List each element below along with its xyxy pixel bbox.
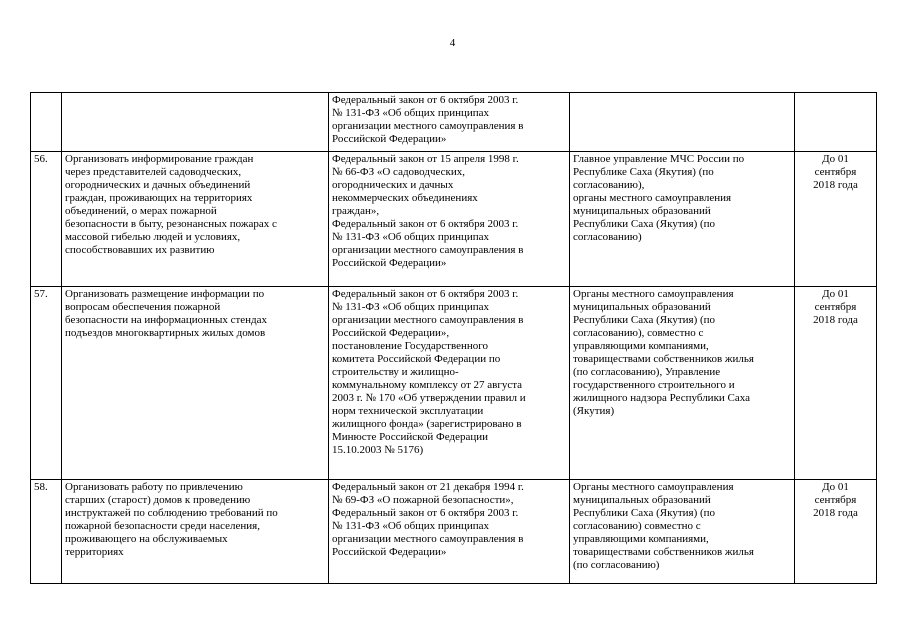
row-number — [31, 152, 62, 287]
executors-text: Органы местного самоуправления муниципальных образований Республики Саха (Якутия) (по согласованию) совместно с управляющими компаниями, товариществами собственников жилья (по согласованию) — [573, 481, 754, 571]
legal-basis-text: Федеральный закон от 15 апреля 1998 г. № 66-ФЗ «О садоводческих, огороднических и дачных некоммерческих объединениях граждан», Федеральный закон от 6 октября 2003 г. № 131-ФЗ «Об общих принципах организации местного самоуправления в Российской Федерации» — [332, 153, 524, 269]
row-number-text: 56. — [34, 153, 48, 165]
deadline-cell — [795, 152, 877, 287]
legal-basis-cell — [329, 287, 570, 480]
action-text: Организовать работу по привлечению старших (старост) домов к проведению инструктажей по соблюдению требований по пожарной безопасности среди населения, проживающего на обслуживаемых территориях — [65, 481, 278, 558]
executors-cell — [570, 287, 795, 480]
table-row — [31, 480, 877, 584]
row-number — [31, 93, 62, 152]
executors-text: Органы местного самоуправления муниципальных образований Республики Саха (Якутия) (по согласованию), совместно с управляющими компаниями, товариществами собственников жилья (по согласованию), Управление государственного строительного и жилищного надзора Республики Саха (Якутия) — [573, 288, 754, 417]
legal-basis-cell — [329, 93, 570, 152]
executors-text: Главное управление МЧС России по Республике Саха (Якутия) (по согласованию), органы местного самоуправления муниципальных образований Республики Саха (Якутия) (по согласованию) — [573, 153, 745, 243]
legal-basis-cell — [329, 480, 570, 584]
deadline-cell — [795, 480, 877, 584]
action-cell — [62, 152, 329, 287]
measures-table — [30, 92, 877, 584]
deadline-cell — [795, 93, 877, 152]
executors-cell — [570, 152, 795, 287]
row-number-text: 58. — [34, 481, 48, 493]
legal-basis-text: Федеральный закон от 6 октября 2003 г. № 131-ФЗ «Об общих принципах организации местного самоуправления в Российской Федерации» — [332, 94, 524, 145]
page-number: 4 — [449, 37, 456, 49]
executors-cell — [570, 480, 795, 584]
action-text: Организовать информирование граждан через представителей садоводческих, огороднических и дачных объединений граждан, проживающих на территориях объединений, о мерах пожарной безопасности в быту, резонансных пожарах с массовой гибелью людей и условиях, способствовавших их развитию — [65, 153, 277, 256]
action-cell — [62, 480, 329, 584]
action-text: Организовать размещение информации по вопросам обеспечения пожарной безопасности на информационных стендах подъездов многоквартирных жилых домов — [65, 288, 268, 339]
deadline-text: До 01 сентября 2018 года — [813, 481, 858, 519]
deadline-cell — [795, 287, 877, 480]
row-number-text: 57. — [34, 288, 48, 300]
table-row — [31, 287, 877, 480]
row-number — [31, 480, 62, 584]
legal-basis-cell — [329, 152, 570, 287]
legal-basis-text: Федеральный закон от 6 октября 2003 г. № 131-ФЗ «Об общих принципах организации местного самоуправления в Российской Федерации», постановление Государственного комитета Российской Федерации по строительству и жилищно- коммунальному комплексу от 27 августа 2003 г. № 170 «Об утверждении правил и норм технической эксплуатации жилищного фонда» (зарегистрировано в Минюсте Российской Федерации 15.10.2003 № 5176) — [332, 288, 526, 456]
deadline-text: До 01 сентября 2018 года — [813, 153, 858, 191]
action-cell — [62, 287, 329, 480]
action-cell — [62, 93, 329, 152]
table-row — [31, 152, 877, 287]
deadline-text: До 01 сентября 2018 года — [813, 288, 858, 326]
executors-cell — [570, 93, 795, 152]
table-row — [31, 93, 877, 152]
legal-basis-text: Федеральный закон от 21 декабря 1994 г. № 69-ФЗ «О пожарной безопасности», Федеральный закон от 6 октября 2003 г. № 131-ФЗ «Об общих принципах организации местного самоуправления в Российской Федерации» — [332, 481, 524, 558]
row-number — [31, 287, 62, 480]
